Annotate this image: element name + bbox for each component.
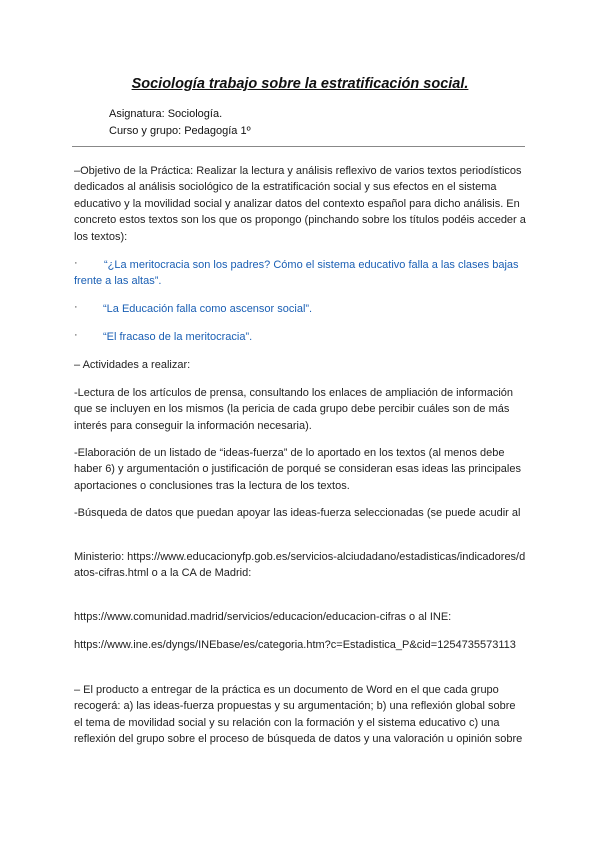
objective-paragraph: –Objetivo de la Práctica: Realizar la lectura y análisis reflexivo de varios textos periodísticos dedicados al análisis sociológico de la estratificación social y sus efectos en el sistema educativo y la movilidad social y analizar datos del contexto español para dicho análisis. En concreto estos textos son los que os propongo (pinchando sobre los títulos podéis acceder a los textos): — [74, 165, 526, 243]
bullet-1: · — [74, 257, 78, 269]
activities-heading: – Actividades a realizar: — [74, 359, 191, 371]
madrid-source: https://www.comunidad.madrid/servicios/educacion/educacion-cifras o al INE: — [74, 611, 452, 623]
bullet-2: · — [74, 301, 78, 313]
product-paragraph: – El producto a entregar de la práctica es un documento de Word en el que cada grupo recogerá: a) las ideas-fuerza propuestas y su argumentación; b) una reflexión global sobre el tema de movilidad social y su relación con la formación y el sistema educativo c) una reflexión del grupo sobre el proceso de búsqueda de datos y una valoración u opinión sobre — [74, 684, 523, 746]
article-link-1[interactable]: “¿La meritocracia son los padres? Cómo el sistema educativo falla a las clases bajas frente a las altas”. — [74, 259, 519, 288]
activity-data-search: -Búsqueda de datos que puedan apoyar las ideas-fuerza seleccionadas (se puede acudir al — [74, 507, 521, 519]
document-title: Sociología trabajo sobre la estratificación social. — [131, 76, 469, 92]
divider — [72, 146, 525, 147]
subject-line: Asignatura: Sociología. — [109, 108, 223, 120]
activity-reading: -Lectura de los artículos de prensa, consultando los enlaces de ampliación de información que se incluyen en los mismos (la pericia de cada grupo debe percibir cuáles son de más interés para conseguir la información necesaria). — [74, 387, 514, 432]
ine-source: https://www.ine.es/dyngs/INEbase/es/categoria.htm?c=Estadistica_P&cid=1254735573113 — [74, 639, 516, 651]
course-line: Curso y grupo: Pedagogía 1º — [109, 125, 251, 137]
activity-ideas: -Elaboración de un listado de “ideas-fuerza” de lo aportado en los textos (al menos debe haber 6) y argumentación o justificación de porqué se consideran esas ideas las principales aportaciones o conclusiones tras la lectura de los textos. — [74, 447, 521, 492]
ministry-source: Ministerio: https://www.educacionyfp.gob.es/servicios-alciudadano/estadisticas/indicadores/datos-cifras.html o a la CA de Madrid: — [74, 551, 526, 580]
article-link-2[interactable]: “La Educación falla como ascensor social”. — [103, 303, 313, 315]
article-link-3[interactable]: “El fracaso de la meritocracia”. — [103, 331, 253, 343]
bullet-3: · — [74, 329, 78, 341]
